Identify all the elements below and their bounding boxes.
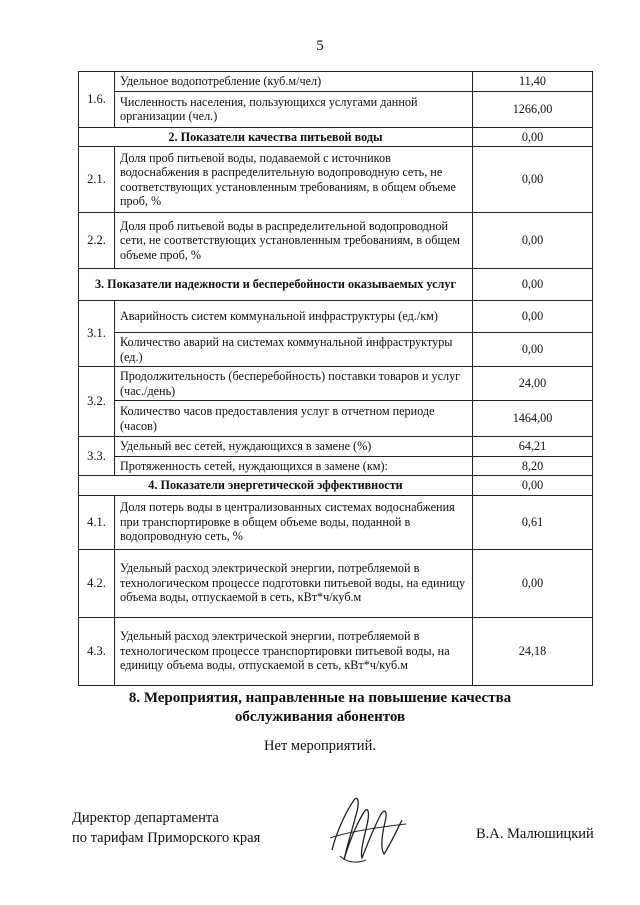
indicator-value: 0,00 xyxy=(473,333,593,367)
indicator-value: 0,00 xyxy=(473,147,593,213)
section-header-row xyxy=(79,476,593,496)
indicator-value: 0,61 xyxy=(473,495,593,549)
section-8-title xyxy=(0,689,640,727)
indicator-value: 0,00 xyxy=(473,476,593,496)
table-row xyxy=(79,72,593,92)
indicator-value: 0,00 xyxy=(473,127,593,147)
indicator-name: Численность населения, пользующихся услугами данной организации (чел.) xyxy=(115,91,473,127)
indicator-name: Аварийность систем коммунальной инфраструктуры (ед./км) xyxy=(115,301,473,333)
indicator-name: Протяженность сетей, нуждающихся в замене (км): xyxy=(115,456,473,476)
indicator-name: Продолжительность (бесперебойность) поставки товаров и услуг (час./день) xyxy=(115,367,473,401)
section-header-row xyxy=(79,269,593,301)
row-number: 1.6. xyxy=(79,72,115,128)
page-number: 5 xyxy=(316,38,324,54)
indicator-value: 0,00 xyxy=(473,301,593,333)
signer-position-line2: по тарифам Приморского края xyxy=(72,830,261,846)
table-row xyxy=(79,401,593,437)
row-number: 4.3. xyxy=(79,617,115,685)
table-row xyxy=(79,147,593,213)
indicator-name: Доля проб питьевой воды в распределительной водопроводной сети, не соответствующих установленным требованиям, в общем объеме проб, % xyxy=(115,213,473,269)
signer-position-line1: Директор департамента xyxy=(72,810,219,826)
indicator-value: 64,21 xyxy=(473,437,593,457)
row-number: 3.2. xyxy=(79,367,115,437)
indicator-name: Удельный расход электрической энергии, потребляемой в технологическом процессе подготовки питьевой воды, на единицу объема воды, отпускаемой в сеть, кВт*ч/куб.м xyxy=(115,549,473,617)
indicator-value: 11,40 xyxy=(473,72,593,92)
indicator-value: 0,00 xyxy=(473,213,593,269)
table-row xyxy=(79,367,593,401)
table-row xyxy=(79,617,593,685)
indicator-name: Количество аварий на системах коммунальной инфраструктуры (ед.) xyxy=(115,333,473,367)
indicator-name: Доля потерь воды в централизованных системах водоснабжения при транспортировке в общем объеме воды, поданной в водопроводную сеть, % xyxy=(115,495,473,549)
section-header: 3. Показатели надежности и бесперебойности оказываемых услуг xyxy=(79,269,473,301)
table-row xyxy=(79,301,593,333)
indicator-value: 0,00 xyxy=(473,549,593,617)
table-row xyxy=(79,437,593,457)
row-number: 4.2. xyxy=(79,549,115,617)
table-row xyxy=(79,91,593,127)
indicator-name: Удельный вес сетей, нуждающихся в замене (%) xyxy=(115,437,473,457)
row-number: 4.1. xyxy=(79,495,115,549)
row-number: 2.1. xyxy=(79,147,115,213)
section-header: 4. Показатели энергетической эффективности xyxy=(79,476,473,496)
no-events-text: Нет мероприятий. xyxy=(264,738,376,754)
section-8-title-line1: 8. Мероприятия, направленные на повышение качества xyxy=(128,690,512,706)
handwritten-signature xyxy=(322,790,412,870)
row-number: 2.2. xyxy=(79,213,115,269)
signer-name: В.А. Малюшицкий xyxy=(476,826,594,842)
table-row xyxy=(79,495,593,549)
row-number: 3.3. xyxy=(79,437,115,476)
section-8-title-line2: обслуживания абонентов xyxy=(234,709,406,725)
indicators-table xyxy=(78,71,593,686)
section-header: 2. Показатели качества питьевой воды xyxy=(79,127,473,147)
indicator-value: 1266,00 xyxy=(473,91,593,127)
indicator-value: 24,18 xyxy=(473,617,593,685)
row-number: 3.1. xyxy=(79,301,115,367)
indicator-value: 24,00 xyxy=(473,367,593,401)
indicator-value: 8,20 xyxy=(473,456,593,476)
table-row xyxy=(79,549,593,617)
indicator-name: Количество часов предоставления услуг в отчетном периоде (часов) xyxy=(115,401,473,437)
indicator-name: Удельный расход электрической энергии, потребляемой в технологическом процессе транспортировки питьевой воды, на единицу объема воды, отпускаемой в сеть, кВт*ч/куб.м xyxy=(115,617,473,685)
indicator-value: 0,00 xyxy=(473,269,593,301)
signer-position xyxy=(72,808,260,848)
section-header-row xyxy=(79,127,593,147)
table-row xyxy=(79,213,593,269)
table-row xyxy=(79,456,593,476)
table-row xyxy=(79,333,593,367)
indicator-name: Удельное водопотребление (куб.м/чел) xyxy=(115,72,473,92)
indicator-value: 1464,00 xyxy=(473,401,593,437)
indicator-name: Доля проб питьевой воды, подаваемой с источников водоснабжения в распределительную водопроводную сеть, не соответствующих установленным требованиям, в общем объеме проб, % xyxy=(115,147,473,213)
